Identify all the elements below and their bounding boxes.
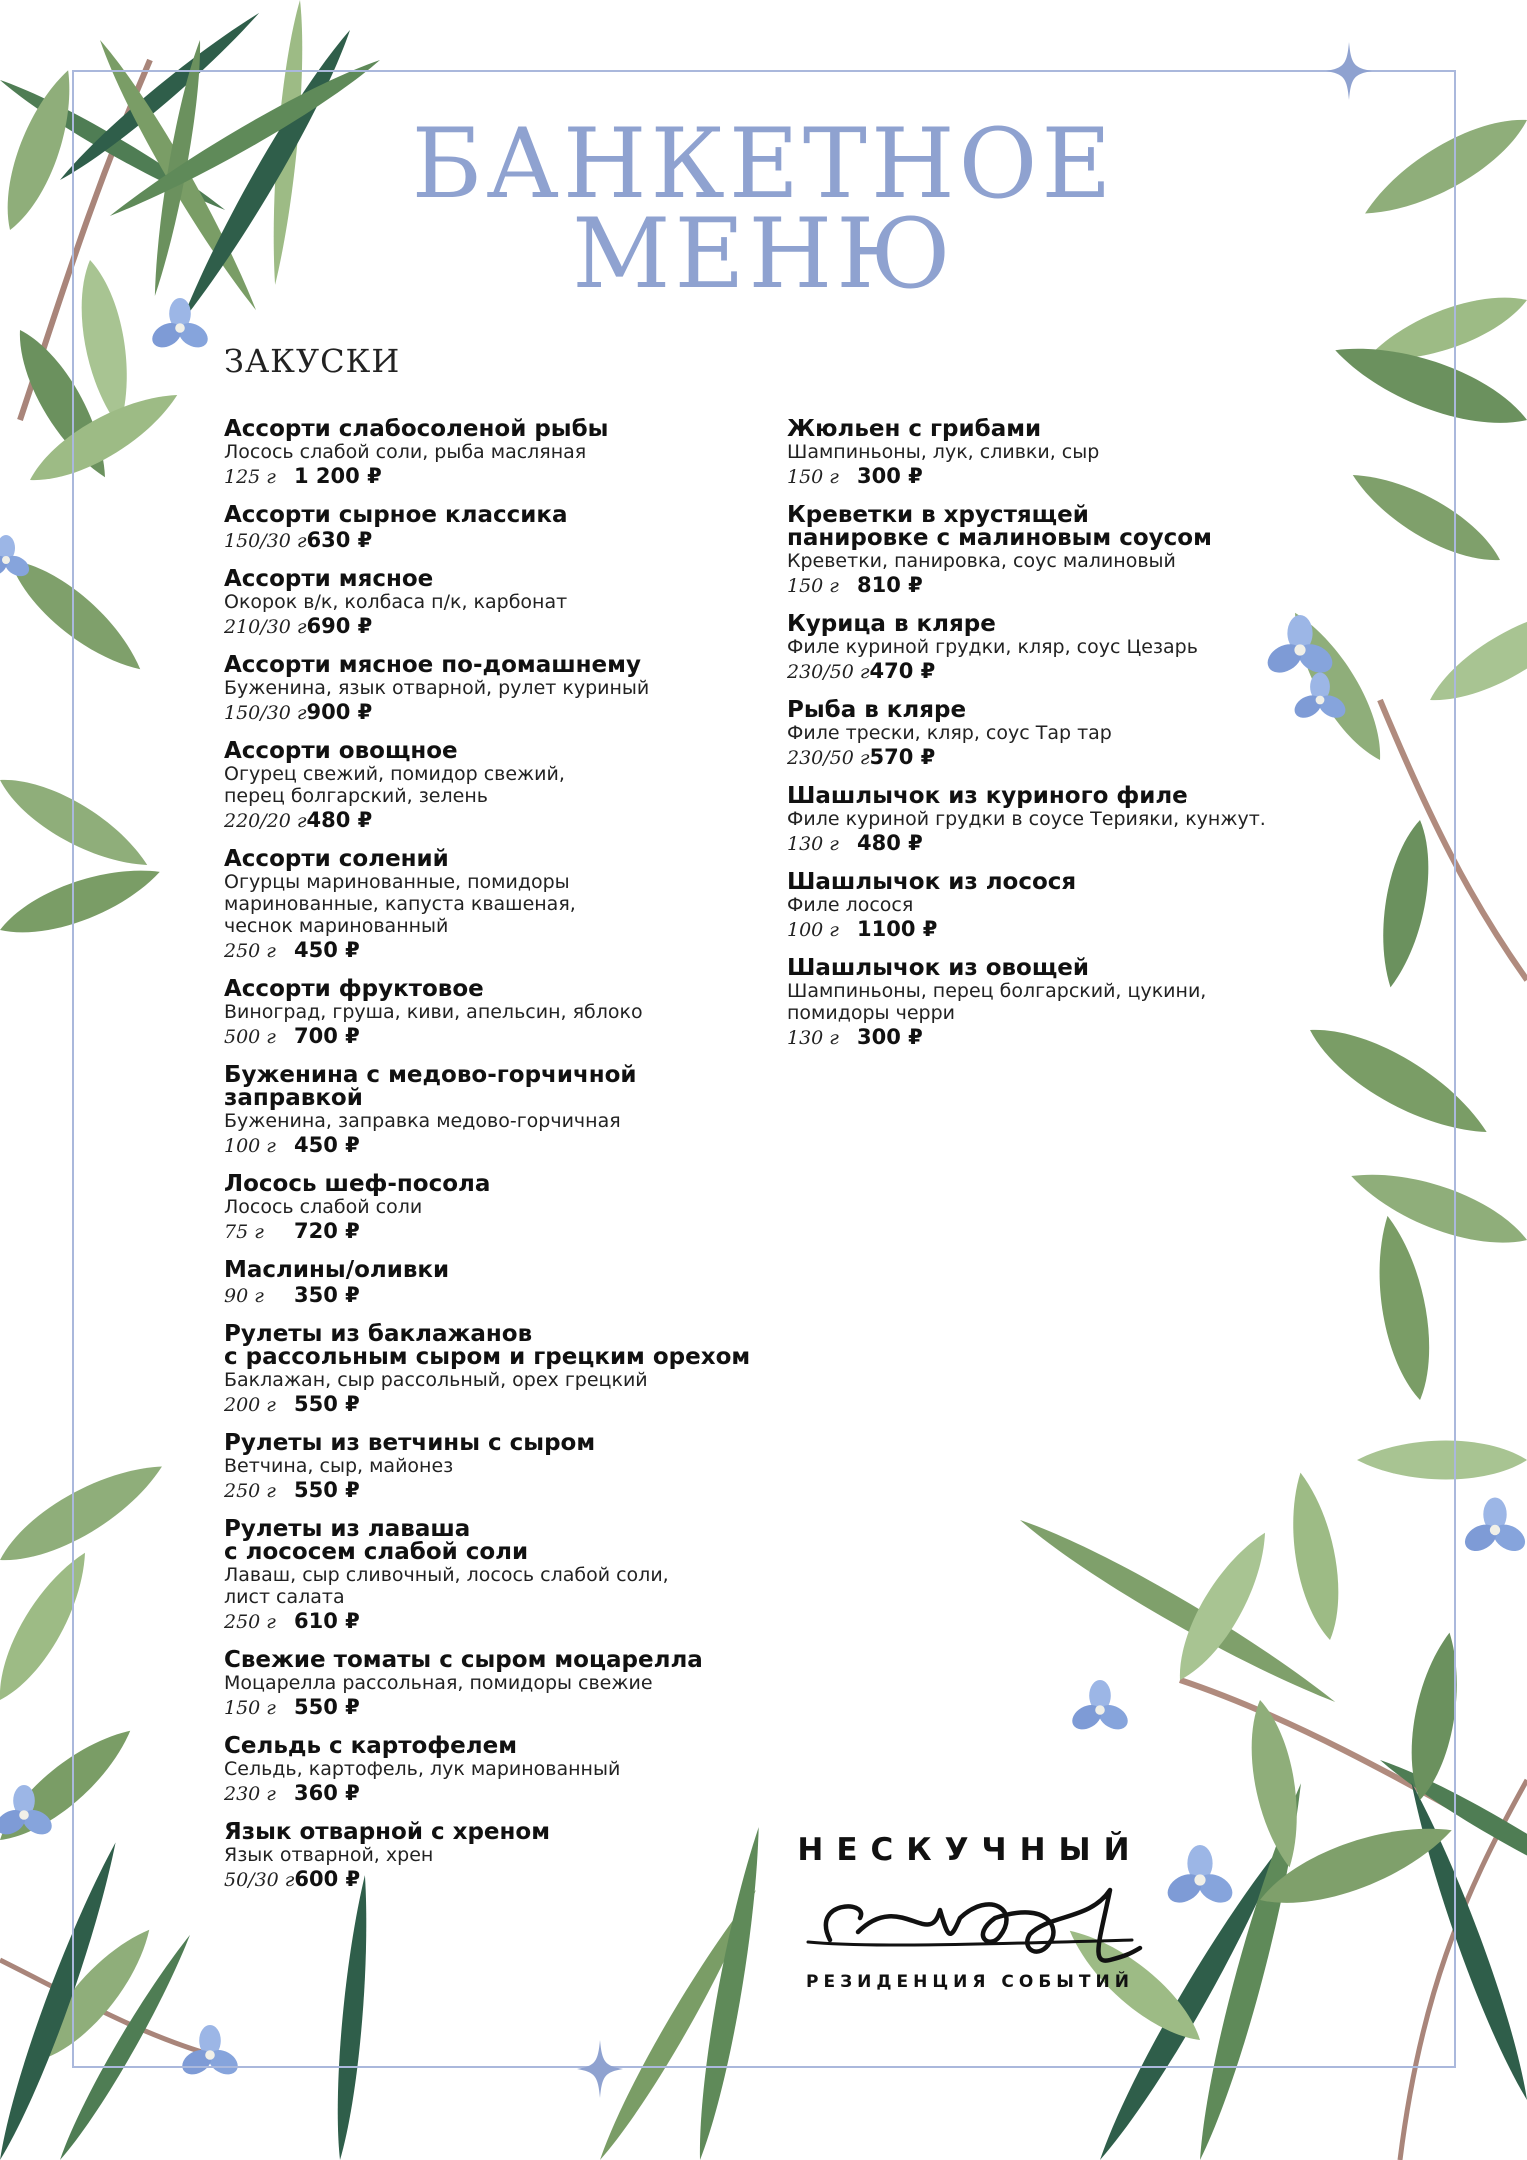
menu-item-price: 570 ₽ bbox=[869, 745, 936, 769]
menu-item-meta bbox=[224, 699, 784, 727]
menu-item bbox=[224, 504, 784, 555]
menu-item bbox=[787, 871, 1307, 944]
menu-item bbox=[224, 1518, 784, 1636]
menu-item-name: Ассорти овощное bbox=[224, 738, 458, 764]
menu-item-name: Ассорти солений bbox=[224, 846, 449, 872]
menu-item-weight: 150/30 г bbox=[224, 530, 307, 552]
menu-item-meta bbox=[787, 830, 1307, 858]
menu-item bbox=[787, 957, 1307, 1052]
menu-item-name: Шашлычок из лосося bbox=[787, 869, 1077, 895]
menu-item-meta bbox=[224, 613, 784, 641]
menu-item-description: Шампиньоны, перец болгарский, цукини, помидоры черри bbox=[787, 980, 1207, 1024]
menu-item bbox=[224, 1432, 784, 1505]
menu-item-meta bbox=[787, 744, 1307, 772]
menu-item-weight: 130 г bbox=[787, 833, 839, 855]
menu-item-meta bbox=[787, 463, 1307, 491]
menu-item-name: Свежие томаты с сыром моцарелла bbox=[224, 1647, 703, 1673]
menu-item-price: 690 ₽ bbox=[306, 614, 373, 638]
menu-item-weight: 250 г bbox=[224, 940, 276, 962]
menu-item-meta bbox=[224, 1023, 784, 1051]
menu-item-name: Рыба в кляре bbox=[787, 697, 967, 723]
logo-script-wordmark bbox=[790, 1870, 1150, 1970]
menu-item-meta bbox=[787, 1024, 1307, 1052]
menu-item-description: Креветки, панировка, соус малиновый bbox=[787, 550, 1176, 572]
menu-item-name: Рулеты из ветчины с сыром bbox=[224, 1430, 596, 1456]
menu-item-description: Огурец свежий, помидор свежий, перец болгарский, зелень bbox=[224, 763, 565, 807]
menu-item-weight: 125 г bbox=[224, 466, 276, 488]
menu-item-name: Лосось шеф-посола bbox=[224, 1171, 491, 1197]
menu-item bbox=[224, 568, 784, 641]
menu-item-meta bbox=[224, 1866, 784, 1894]
menu-item-weight: 250 г bbox=[224, 1480, 276, 1502]
menu-item-weight: 150/30 г bbox=[224, 702, 307, 724]
menu-item-price: 1 200 ₽ bbox=[294, 464, 382, 488]
menu-item-description: Лаваш, сыр сливочный, лосось слабой соли, лист салата bbox=[224, 1564, 669, 1608]
menu-item-meta bbox=[224, 1780, 784, 1808]
section-title: закуски bbox=[224, 329, 401, 383]
menu-item-price: 300 ₽ bbox=[857, 464, 923, 488]
menu-title-line-2: МЕНЮ bbox=[572, 198, 955, 310]
menu-item-weight: 150 г bbox=[787, 575, 839, 597]
sparkle-icon bbox=[1326, 42, 1372, 100]
menu-item-description: Лосось слабой соли, рыба масляная bbox=[224, 441, 587, 463]
menu-item-weight: 500 г bbox=[224, 1026, 276, 1048]
menu-item-price: 720 ₽ bbox=[294, 1219, 360, 1243]
menu-item-weight: 90 г bbox=[224, 1285, 264, 1307]
menu-item bbox=[787, 785, 1307, 858]
menu-item-meta bbox=[224, 527, 784, 555]
menu-item-meta bbox=[224, 1282, 784, 1310]
menu-item-meta bbox=[787, 658, 1307, 686]
menu-item-description: Филе куриной грудки, кляр, соус Цезарь bbox=[787, 636, 1198, 658]
menu-item-meta bbox=[224, 463, 784, 491]
menu-item-weight: 230/50 г bbox=[787, 747, 870, 769]
menu-item-price: 360 ₽ bbox=[294, 1781, 360, 1805]
menu-item-weight: 230 г bbox=[224, 1783, 276, 1805]
menu-item-price: 470 ₽ bbox=[869, 659, 936, 683]
menu-item-weight: 100 г bbox=[787, 919, 839, 941]
logo-name: НЕСКУЧНЫЙ bbox=[797, 1832, 1143, 1868]
menu-item-price: 450 ₽ bbox=[294, 938, 360, 962]
menu-item-price: 600 ₽ bbox=[294, 1867, 361, 1891]
menu-item-price: 550 ₽ bbox=[294, 1392, 360, 1416]
menu-item-name: Буженина с медово-горчичной заправкой bbox=[224, 1062, 637, 1111]
menu-item-weight: 210/30 г bbox=[224, 616, 307, 638]
menu-item-price: 900 ₽ bbox=[306, 700, 373, 724]
menu-item bbox=[224, 978, 784, 1051]
menu-item-name: Ассорти сырное классика bbox=[224, 502, 568, 528]
menu-item-meta bbox=[224, 1132, 784, 1160]
menu-item bbox=[224, 1064, 784, 1160]
menu-item-description: Язык отварной, хрен bbox=[224, 1844, 434, 1866]
menu-item-weight: 230/50 г bbox=[787, 661, 870, 683]
menu-item-description: Окорок в/к, колбаса п/к, карбонат bbox=[224, 591, 568, 613]
menu-item-name: Маслины/оливки bbox=[224, 1257, 450, 1283]
menu-item-price: 610 ₽ bbox=[294, 1609, 360, 1633]
menu-item bbox=[787, 418, 1307, 491]
menu-item-description: Сельдь, картофель, лук маринованный bbox=[224, 1758, 621, 1780]
menu-item-weight: 220/20 г bbox=[224, 810, 307, 832]
menu-item-price: 700 ₽ bbox=[294, 1024, 360, 1048]
sparkle-icon bbox=[577, 2040, 623, 2098]
menu-item-description: Буженина, язык отварной, рулет куриный bbox=[224, 677, 650, 699]
menu-item-name: Рулеты из баклажанов с рассольным сыром и грецким орехом bbox=[224, 1321, 751, 1370]
menu-item-description: Буженина, заправка медово-горчичная bbox=[224, 1110, 621, 1132]
menu-item bbox=[224, 654, 784, 727]
menu-item-price: 1100 ₽ bbox=[857, 917, 938, 941]
menu-item-name: Язык отварной с хреном bbox=[224, 1819, 551, 1845]
menu-item-price: 550 ₽ bbox=[294, 1695, 360, 1719]
menu-item-weight: 200 г bbox=[224, 1394, 276, 1416]
menu-item-name: Рулеты из лаваша с лососем слабой соли bbox=[224, 1516, 529, 1565]
menu-item-name: Сельдь с картофелем bbox=[224, 1733, 518, 1759]
menu-item bbox=[224, 740, 784, 835]
menu-item-weight: 75 г bbox=[224, 1221, 264, 1243]
menu-item-name: Креветки в хрустящей панировке с малиновым соусом bbox=[787, 502, 1212, 551]
menu-item bbox=[787, 504, 1307, 600]
menu-item-name: Жюльен с грибами bbox=[787, 416, 1042, 442]
menu-item-weight: 100 г bbox=[224, 1135, 276, 1157]
menu-item-name: Шашлычок из овощей bbox=[787, 955, 1089, 981]
menu-item-weight: 130 г bbox=[787, 1027, 839, 1049]
menu-item-name: Ассорти мясное по-домашнему bbox=[224, 652, 641, 678]
menu-column-right bbox=[787, 418, 1307, 1065]
menu-item-description: Филе лосося bbox=[787, 894, 914, 916]
menu-item bbox=[224, 1735, 784, 1808]
menu-item-weight: 150 г bbox=[787, 466, 839, 488]
menu-item-meta bbox=[224, 807, 784, 835]
menu-item bbox=[224, 1649, 784, 1722]
menu-item bbox=[224, 1821, 784, 1894]
menu-item bbox=[224, 418, 784, 491]
menu-item-meta bbox=[787, 916, 1307, 944]
menu-item-price: 550 ₽ bbox=[294, 1478, 360, 1502]
menu-item-weight: 50/30 г bbox=[224, 1869, 295, 1891]
menu-item-description: Филе трески, кляр, соус Тар тар bbox=[787, 722, 1112, 744]
menu-item-name: Курица в кляре bbox=[787, 611, 996, 637]
menu-item-name: Ассорти фруктовое bbox=[224, 976, 484, 1002]
menu-item-description: Виноград, груша, киви, апельсин, яблоко bbox=[224, 1001, 643, 1023]
menu-title-line-1: БАНКЕТНОЕ bbox=[411, 108, 1116, 220]
menu-item bbox=[224, 1173, 784, 1246]
menu-column-left bbox=[224, 418, 784, 1907]
menu-item-description: Баклажан, сыр рассольный, орех грецкий bbox=[224, 1369, 648, 1391]
logo-tagline: РЕЗИДЕНЦИЯ СОБЫТИЙ bbox=[806, 1972, 1134, 1992]
menu-item bbox=[224, 848, 784, 965]
menu-item-meta bbox=[787, 572, 1307, 600]
menu-item-meta bbox=[224, 1218, 784, 1246]
menu-item-description: Огурцы маринованные, помидоры маринованные, капуста квашеная, чеснок маринованный bbox=[224, 871, 576, 937]
menu-item-meta bbox=[224, 937, 784, 965]
menu-item bbox=[224, 1259, 784, 1310]
menu-item bbox=[787, 699, 1307, 772]
menu-item-price: 810 ₽ bbox=[857, 573, 923, 597]
logo bbox=[790, 1830, 1150, 1994]
menu-item-name: Ассорти слабосоленой рыбы bbox=[224, 416, 609, 442]
menu-item-price: 480 ₽ bbox=[857, 831, 923, 855]
menu-item-description: Ветчина, сыр, майонез bbox=[224, 1455, 454, 1477]
menu-item-weight: 250 г bbox=[224, 1611, 276, 1633]
menu-item-description: Моцарелла рассольная, помидоры свежие bbox=[224, 1672, 653, 1694]
menu-item bbox=[224, 1323, 784, 1419]
menu-item-description: Шампиньоны, лук, сливки, сыр bbox=[787, 441, 1100, 463]
menu-item-weight: 150 г bbox=[224, 1697, 276, 1719]
menu-item bbox=[787, 613, 1307, 686]
menu-item-meta bbox=[224, 1694, 784, 1722]
menu-item-meta bbox=[224, 1608, 784, 1636]
menu-item-price: 350 ₽ bbox=[294, 1283, 360, 1307]
menu-item-meta bbox=[224, 1477, 784, 1505]
menu-item-description: Лосось слабой соли bbox=[224, 1196, 423, 1218]
menu-item-name: Шашлычок из куриного филе bbox=[787, 783, 1188, 809]
menu-item-description: Филе куриной грудки в соусе Терияки, кунжут. bbox=[787, 808, 1266, 830]
menu-item-price: 630 ₽ bbox=[306, 528, 373, 552]
menu-item-price: 480 ₽ bbox=[306, 808, 373, 832]
menu-item-name: Ассорти мясное bbox=[224, 566, 434, 592]
menu-item-meta bbox=[224, 1391, 784, 1419]
menu-item-price: 450 ₽ bbox=[294, 1133, 360, 1157]
menu-item-price: 300 ₽ bbox=[857, 1025, 923, 1049]
